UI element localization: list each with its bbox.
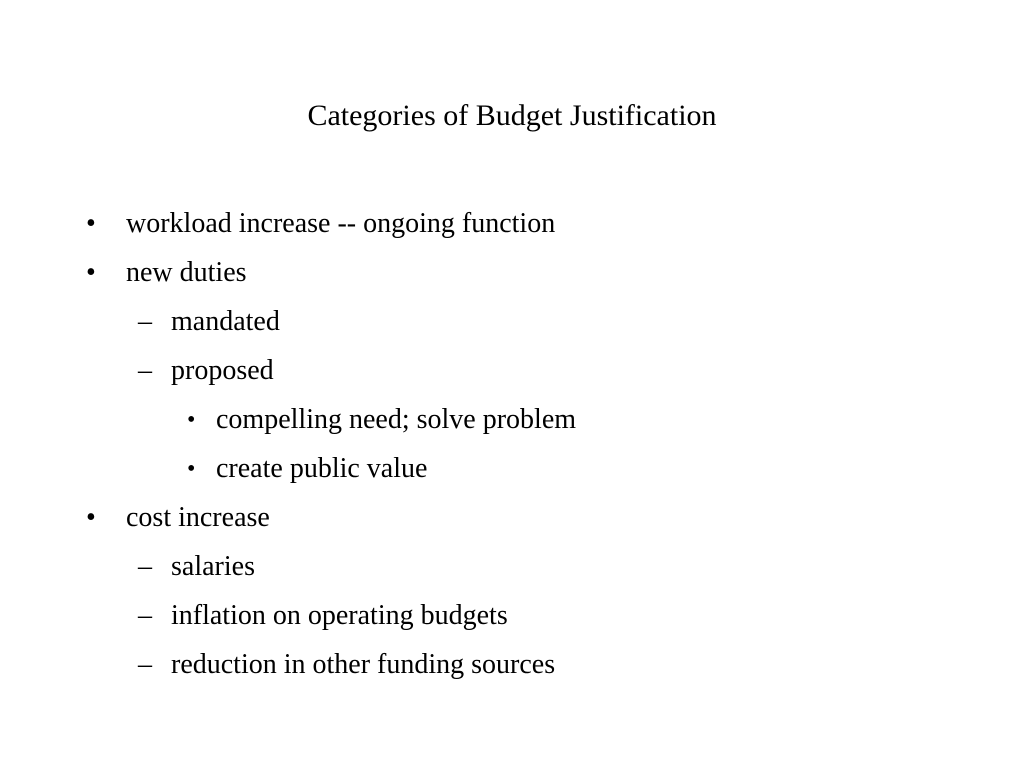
list-item-compelling-need xyxy=(0,400,1000,440)
list-item-text: inflation on operating budgets xyxy=(171,600,508,631)
list-item-text: salaries xyxy=(171,551,255,582)
bullet-marker: • xyxy=(187,407,196,433)
bullet-marker: • xyxy=(86,502,96,533)
list-item-workload-increase xyxy=(0,204,1000,244)
list-item-new-duties xyxy=(0,253,1000,293)
list-item-text: create public value xyxy=(216,453,428,484)
list-item-funding-reduction xyxy=(0,645,1000,685)
list-item-salaries xyxy=(0,547,1000,587)
list-item-text: cost increase xyxy=(126,502,270,533)
dash-marker: – xyxy=(138,355,152,386)
list-item-text: proposed xyxy=(171,355,274,386)
dash-marker: – xyxy=(138,600,152,631)
bullet-marker: • xyxy=(187,456,196,482)
bullet-marker: • xyxy=(86,208,96,239)
list-item-mandated xyxy=(0,302,1000,342)
slide-title: Categories of Budget Justification xyxy=(307,99,717,132)
dash-marker: – xyxy=(138,649,152,680)
list-item-text: new duties xyxy=(126,257,247,288)
list-item-proposed xyxy=(0,351,1000,391)
list-item-cost-increase xyxy=(0,498,1000,538)
bullet-marker: • xyxy=(86,257,96,288)
list-item-text: workload increase -- ongoing function xyxy=(126,208,556,239)
dash-marker: – xyxy=(138,551,152,582)
list-item-inflation xyxy=(0,596,1000,636)
list-item-text: mandated xyxy=(171,306,280,337)
list-item-text: reduction in other funding sources xyxy=(171,649,556,680)
list-item-public-value xyxy=(0,449,1000,489)
dash-marker: – xyxy=(138,306,152,337)
list-item-text: compelling need; solve problem xyxy=(216,404,577,435)
